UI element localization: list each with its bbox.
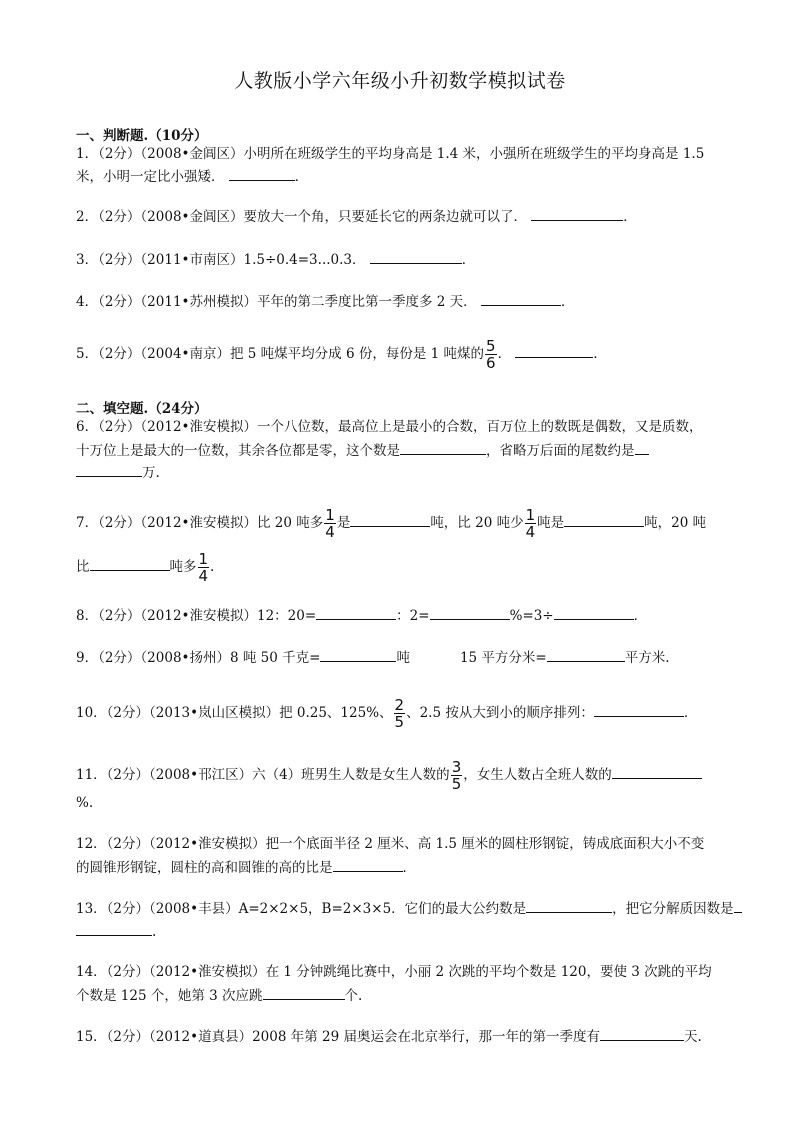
- punctuation: .: [210, 559, 215, 575]
- question-1-line-2: [76, 166, 308, 187]
- question-5-text: 5．（2分）（2004•南京）把 5 吨煤平均分成 6 份，每份是 1 吨煤的: [76, 346, 485, 362]
- answer-blank[interactable]: [612, 764, 702, 779]
- punctuation: ．: [593, 346, 607, 362]
- question-8: [76, 605, 647, 626]
- question-3: [76, 249, 475, 270]
- answer-blank[interactable]: [76, 921, 152, 936]
- question-4: [76, 291, 574, 312]
- question-9: [76, 647, 670, 668]
- answer-blank[interactable]: [531, 206, 623, 221]
- question-13-line-2: [76, 921, 156, 942]
- answer-blank[interactable]: [370, 249, 462, 264]
- answer-blank[interactable]: [316, 605, 396, 620]
- question-8-text: %=3÷: [509, 608, 554, 624]
- fraction-numerator: 5: [486, 337, 496, 355]
- question-7-line-2: [76, 551, 214, 584]
- fraction-one-quarter: [198, 551, 210, 584]
- question-2-text: 2．（2分）（2008•金阊区）要放大一个角，只要延长它的两条边就可以了．: [76, 209, 527, 225]
- question-5: [76, 338, 607, 371]
- question-11-text: ，女生人数占全班人数的: [463, 767, 612, 783]
- question-4-text: 4．（2分）（2011•苏州模拟）平年的第二季度比第一季度多 2 天．: [76, 294, 477, 310]
- question-8-text: 8．（2分）（2012•淮安模拟）12：20=: [76, 608, 317, 624]
- question-15: [76, 1026, 702, 1047]
- question-6-line-2: [76, 440, 649, 461]
- section-judgement-heading: 一、判断题.（10分）: [76, 128, 208, 144]
- fraction-five-sixths: [485, 338, 497, 371]
- question-13-text: ，把它分解质因数是: [612, 901, 734, 917]
- question-9-text: 吨: [396, 650, 410, 666]
- question-6-text: 万.: [142, 465, 160, 481]
- fraction-denominator: 4: [198, 567, 209, 585]
- fraction-denominator: 6: [486, 354, 496, 372]
- question-10: [76, 697, 697, 730]
- answer-blank[interactable]: [90, 556, 170, 571]
- question-1-line-1: 1．（2分）（2008•金阊区）小明所在班级学生的平均身高是 1.4 米，小强所在班级学生的平均身高是 1.5: [76, 146, 705, 162]
- answer-blank[interactable]: [564, 512, 644, 527]
- answer-blank[interactable]: [333, 857, 403, 872]
- fraction-denominator: 4: [325, 523, 335, 541]
- question-9-text: 15 平方分米=: [459, 650, 547, 666]
- question-7-text: 吨，20 吨: [644, 515, 707, 531]
- question-3-text: 3．（2分）（2011•市南区）1.5÷0.4=3...0.3．: [76, 252, 366, 268]
- fraction-denominator: 5: [394, 713, 405, 731]
- question-6-text: ，省略万后面的尾数约是: [486, 443, 635, 459]
- punctuation: ．: [461, 252, 476, 268]
- punctuation: ．: [683, 705, 698, 721]
- question-1-text: 米，小明一定比小强矮．: [76, 169, 225, 185]
- answer-blank[interactable]: [76, 462, 142, 477]
- fraction-numerator: 1: [525, 506, 536, 524]
- fraction-three-fifths: [451, 759, 463, 792]
- answer-blank[interactable]: [600, 1026, 684, 1041]
- question-10-text: 、2.5 按从大到小的顺序排列：: [406, 705, 594, 721]
- punctuation: .: [152, 924, 157, 940]
- question-7-text: 吨，比 20 吨少: [430, 515, 524, 531]
- question-13-line-1: [76, 898, 742, 919]
- fraction-denominator: 5: [451, 775, 462, 793]
- question-11-text: 11．（2分）（2008•邗江区）六（4）班男生人数是女生人数的: [76, 767, 450, 783]
- punctuation: ．: [623, 209, 637, 225]
- question-7-text: 比: [76, 559, 90, 575]
- question-7-line-1: [76, 507, 706, 540]
- fraction-numerator: 1: [325, 506, 335, 524]
- question-14-line-1: 14．（2分）（2012•淮安模拟）在 1 分钟跳绳比赛中，小丽 2 次跳的平均个数是 120，要使 3 次跳的平均: [76, 964, 712, 980]
- question-7-text: 吨是: [537, 515, 565, 531]
- fraction-one-quarter: [525, 507, 537, 540]
- answer-blank[interactable]: [635, 440, 649, 455]
- answer-blank[interactable]: [734, 898, 742, 913]
- punctuation: ．: [497, 346, 512, 362]
- question-7-text: 是: [336, 515, 351, 531]
- question-12-line-1: 12．（2分）（2012•淮安模拟）把一个底面半径 2 厘米、高 1.5 厘米的圆柱形钢锭，铸成底面积大小不变: [76, 836, 705, 852]
- question-10-text: 10．（2分）（2013•岚山区模拟）把 0.25、125%、: [76, 705, 393, 721]
- question-7-text: 吨多: [169, 559, 197, 575]
- question-7-text: 7．（2分）（2012•淮安模拟）比 20 吨多: [76, 515, 324, 531]
- question-12-line-2: [76, 857, 416, 878]
- answer-blank[interactable]: [481, 291, 561, 306]
- punctuation: ．: [560, 294, 575, 310]
- punctuation: ．: [633, 608, 648, 624]
- fraction-denominator: 4: [525, 523, 536, 541]
- question-11-line-2: %.: [76, 795, 94, 811]
- question-14-line-2: [76, 985, 362, 1006]
- fraction-two-fifths: [394, 697, 406, 730]
- question-11-line-1: [76, 759, 702, 792]
- answer-blank[interactable]: [263, 985, 345, 1000]
- question-13-text: 13．（2分）（2008•丰县）A=2×2×5，B=2×3×5．它们的最大公约数是: [76, 901, 527, 917]
- question-15-text: 15．（2分）（2012•道真县）2008 年第 29 届奥运会在北京举行，那一年的第一季度有: [76, 1029, 600, 1045]
- fraction-numerator: 1: [198, 550, 209, 568]
- fraction-one-quarter: [324, 507, 336, 540]
- punctuation: ．: [294, 169, 309, 185]
- question-14-text: 个.: [344, 988, 363, 1004]
- punctuation: ．: [402, 860, 416, 876]
- question-15-text: 天.: [684, 1029, 702, 1045]
- section-fill-blank-heading: 二、填空题.（24分）: [76, 401, 208, 417]
- answer-blank[interactable]: [554, 605, 634, 620]
- question-9-text: 9．（2分）（2008•扬州）8 吨 50 千克=: [76, 650, 321, 666]
- answer-blank[interactable]: [400, 440, 486, 455]
- question-2: [76, 206, 637, 227]
- question-8-text: ：2=: [396, 608, 430, 624]
- answer-blank[interactable]: [430, 605, 510, 620]
- answer-blank[interactable]: [594, 702, 684, 717]
- answer-blank[interactable]: [350, 512, 430, 527]
- question-6-text: 十万位上是最大的一位数，其余各位都是零，这个数是: [76, 443, 400, 459]
- question-12-text: 的圆锥形钢锭，圆柱的高和圆锥的高的比是: [76, 860, 333, 876]
- question-9-text: 平方米.: [624, 650, 670, 666]
- answer-blank[interactable]: [547, 647, 625, 662]
- question-6-line-1: 6．（2分）（2012•淮安模拟）一个八位数，最高位上是最小的合数，百万位上的数既是偶数，又是质数，: [76, 419, 703, 435]
- answer-blank[interactable]: [515, 343, 593, 358]
- page-title: 人教版小学六年级小升初数学模拟试卷: [234, 70, 566, 92]
- answer-blank[interactable]: [320, 647, 396, 662]
- fraction-numerator: 3: [451, 758, 462, 776]
- question-6-line-3: [76, 462, 160, 483]
- answer-blank[interactable]: [526, 898, 612, 913]
- answer-blank[interactable]: [229, 166, 295, 181]
- question-14-text: 个数是 125 个，她第 3 次应跳: [76, 988, 263, 1004]
- fraction-numerator: 2: [394, 696, 405, 714]
